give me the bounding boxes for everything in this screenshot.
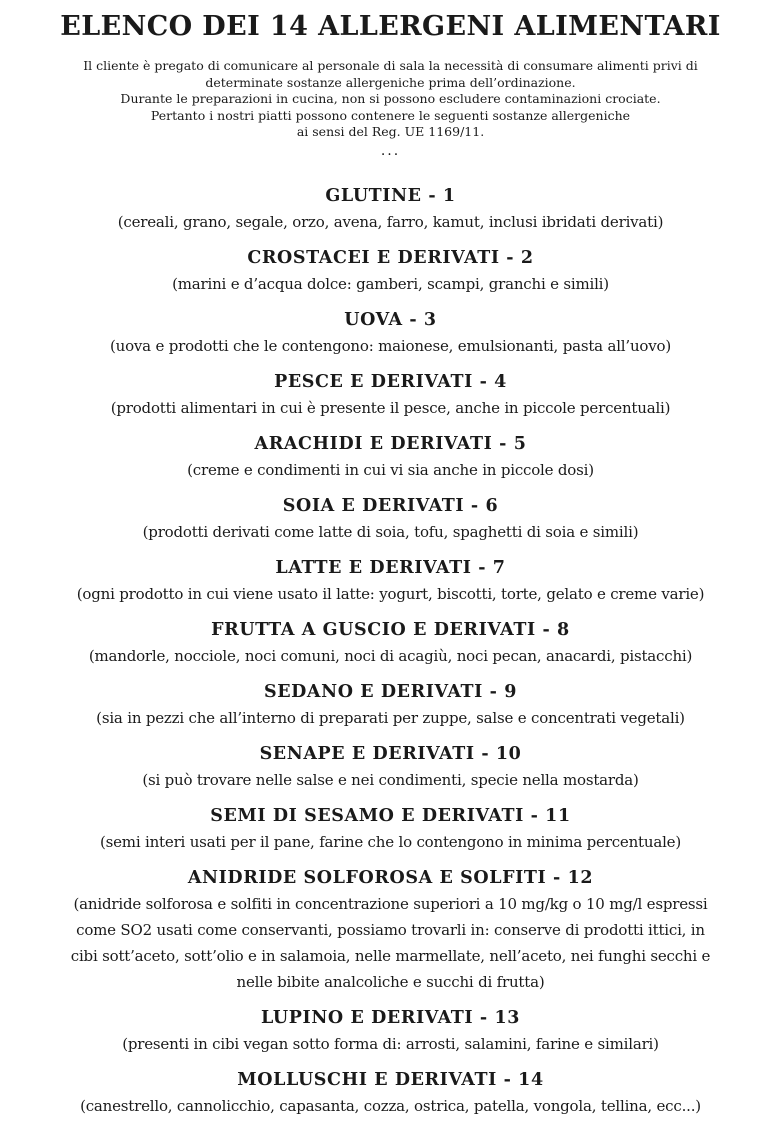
intro-line: determinate sostanze allergeniche prima dell’ordinazione. [205,74,576,90]
allergen-description-line: (presenti in cibi vegan sotto forma di: arrosti, salamini, farine e similari) [122,1034,659,1053]
allergen-item [14,865,767,995]
allergen-item [14,307,767,359]
allergen-description-line: (si può trovare nelle salse e nei condimenti, specie nella mostarda) [142,770,639,789]
allergen-description-line: (prodotti derivati come latte di soia, tofu, spaghetti di soia e simili) [142,522,639,541]
allergen-description-line: (mandorle, nocciole, noci comuni, noci di acagiù, noci pecan, anacardi, pistacchi) [88,646,693,665]
allergen-description [14,519,767,545]
allergen-description [14,333,767,359]
allergen-description-line: (cereali, grano, segale, orzo, avena, farro, kamut, inclusi ibridati derivati) [117,212,664,231]
allergen-item [14,245,767,297]
allergen-title: SOIA E DERIVATI - 6 [282,495,499,516]
allergen-description [14,643,767,669]
page-title: ELENCO DEI 14 ALLERGENI ALIMENTARI [60,11,721,42]
allergen-title: PESCE E DERIVATI - 4 [274,371,507,392]
allergen-title: SEDANO E DERIVATI - 9 [263,681,517,702]
allergen-item [14,679,767,731]
allergen-description [14,581,767,607]
allergen-list [14,183,767,1119]
allergen-item [14,183,767,235]
allergen-title: SEMI DI SESAMO E DERIVATI - 11 [210,805,571,826]
allergen-title: SENAPE E DERIVATI - 10 [259,743,522,764]
intro-line: Il cliente è pregato di comunicare al personale di sala la necessità di consumare alimenti privi di [83,58,698,73]
allergen-item [14,1067,767,1119]
allergen-item [14,741,767,793]
allergen-item [14,803,767,855]
allergen-description-line: nelle bibite analcoliche e succhi di frutta) [236,972,545,991]
allergen-description [14,209,767,235]
allergen-description-line: (uova e prodotti che le contengono: maionese, emulsionanti, pasta all’uovo) [109,336,672,355]
allergen-title: ANIDRIDE SOLFOROSA E SOLFITI - 12 [187,867,594,888]
intro-line: ai sensi del Reg. UE 1169/11. [296,124,485,139]
allergen-description [14,705,767,731]
allergen-description [14,457,767,483]
allergen-description [14,891,767,995]
allergen-description-line: (semi interi usati per il pane, farine che lo contengono in minima percentuale) [99,832,681,851]
allergen-description-line: (prodotti alimentari in cui è presente il pesce, anche in piccole percentuali) [110,398,671,417]
allergen-description-line: (anidride solforosa e solfiti in concentrazione superiori a 10 mg/kg o 10 mg/l espressi [73,894,708,913]
allergen-description-line: (ogni prodotto in cui viene usato il latte: yogurt, biscotti, torte, gelato e creme varie) [76,584,705,603]
allergen-title: UOVA - 3 [344,309,437,330]
intro-paragraph [14,58,767,141]
allergen-item [14,369,767,421]
allergen-description [14,1031,767,1057]
allergen-description [14,1093,767,1119]
allergen-description-line: (canestrello, cannolicchio, capasanta, cozza, ostrica, patella, vongola, tellina, ecc...) [80,1096,701,1115]
allergen-description [14,271,767,297]
allergen-description-line: cibi sott’aceto, sott’olio e in salamoia, nelle marmellate, nell’aceto, nei funghi secchi e [70,946,711,965]
allergen-title: ARACHIDI E DERIVATI - 5 [254,433,527,454]
intro-line: Durante le preparazioni in cucina, non si possono escludere contaminazioni crociate. [120,91,661,106]
allergen-title: GLUTINE - 1 [325,185,456,206]
allergen-description-line: come SO2 usati come conservanti, possiamo trovarli in: conserve di prodotti ittici, in [76,920,705,939]
allergen-item [14,493,767,545]
allergen-description-line: (marini e d’acqua dolce: gamberi, scampi, granchi e simili) [172,274,609,293]
intro-line: Pertanto i nostri piatti possono contenere le seguenti sostanze allergeniche [150,107,631,123]
allergen-title: CROSTACEI E DERIVATI - 2 [247,247,534,268]
allergen-title: LATTE E DERIVATI - 7 [275,557,506,578]
allergen-title: MOLLUSCHI E DERIVATI - 14 [237,1069,544,1090]
allergen-description-line: (creme e condimenti in cui vi sia anche in piccole dosi) [187,460,594,479]
allergen-item [14,617,767,669]
allergen-item [14,555,767,607]
allergen-description-line: (sia in pezzi che all’interno di preparati per zuppe, salse e concentrati vegetali) [96,708,685,727]
allergen-description [14,829,767,855]
allergen-title: LUPINO E DERIVATI - 13 [260,1007,520,1028]
allergen-description [14,395,767,421]
allergen-item [14,1005,767,1057]
allergen-description [14,767,767,793]
allergen-title: FRUTTA A GUSCIO E DERIVATI - 8 [211,619,570,640]
allergen-item [14,431,767,483]
separator-dots: ... [380,142,401,159]
